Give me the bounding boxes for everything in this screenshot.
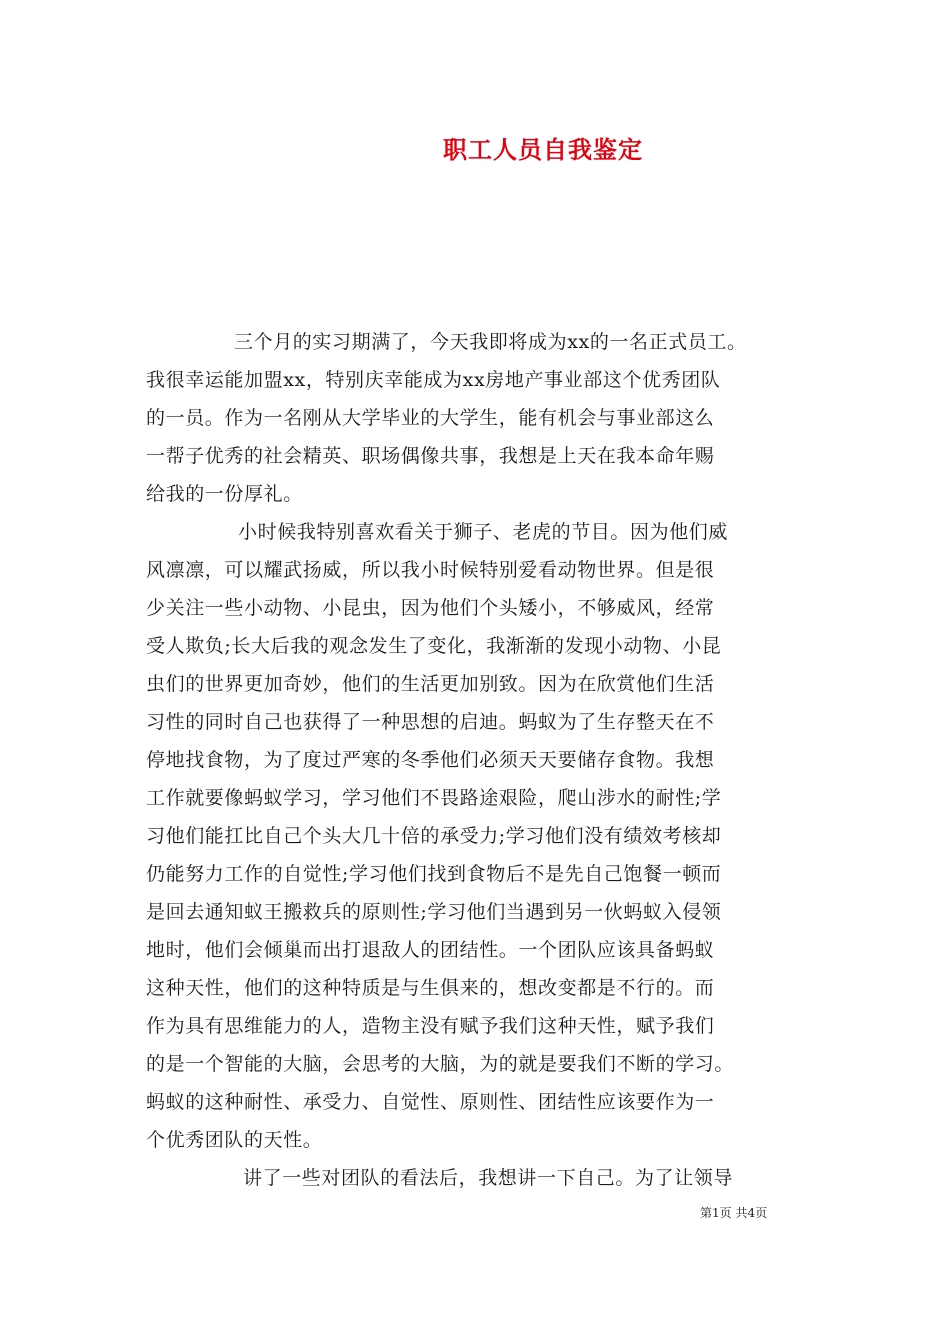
paragraph-2-line-6: 习性的同时自己也获得了一种思想的启迪。蚂蚁为了生存整天在不: [146, 711, 715, 733]
paragraph-2-line-10: 仍能努力工作的自觉性;学习他们找到食物后不是先自己饱餐一顿而: [146, 863, 722, 885]
paragraph-1-line-2: 我很幸运能加盟xx，特别庆幸能成为xx房地产事业部这个优秀团队: [146, 369, 721, 391]
paragraph-2-line-3: 少关注一些小动物、小昆虫，因为他们个头矮小，不够威风，经常: [146, 597, 715, 619]
paragraph-1-line-1: 三个月的实习期满了，今天我即将成为xx的一名正式员工。: [234, 331, 747, 353]
paragraph-2-line-12: 地时，他们会倾巢而出打退敌人的团结性。一个团队应该具备蚂蚁: [146, 939, 715, 961]
paragraph-2-line-9: 习他们能扛比自己个头大几十倍的承受力;学习他们没有绩效考核却: [146, 825, 722, 847]
paragraph-3-line-1: 讲了一些对团队的看法后，我想讲一下自己。为了让领导: [243, 1167, 734, 1189]
paragraph-1-line-3: 的一员。作为一名刚从大学毕业的大学生，能有机会与事业部这么: [146, 407, 715, 429]
paragraph-2-line-4: 受人欺负;长大后我的观念发生了变化，我渐渐的发现小动物、小昆: [146, 635, 722, 657]
paragraph-2-line-7: 停地找食物，为了度过严寒的冬季他们必须天天要储存食物。我想: [146, 749, 715, 771]
page-number-footer: 第1页 共4页: [700, 1206, 768, 1220]
paragraph-2-line-13: 这种天性，他们的这种特质是与生俱来的，想改变都是不行的。而: [146, 977, 715, 999]
paragraph-2-line-17: 个优秀团队的天性。: [146, 1129, 323, 1151]
paragraph-2-line-11: 是回去通知蚁王搬救兵的原则性;学习他们当遇到另一伙蚂蚁入侵领: [146, 901, 722, 923]
paragraph-2-line-5: 虫们的世界更加奇妙，他们的生活更加别致。因为在欣赏他们生活: [146, 673, 715, 695]
paragraph-2-line-15: 的是一个智能的大脑，会思考的大脑，为的就是要我们不断的学习。: [146, 1053, 735, 1075]
document-body: [146, 323, 826, 1197]
paragraph-1-line-4: 一帮子优秀的社会精英、职场偶像共事，我想是上天在我本命年赐: [146, 445, 715, 467]
paragraph-2-line-1: 小时候我特别喜欢看关于狮子、老虎的节目。因为他们威: [238, 521, 729, 543]
paragraph-1-line-5: 给我的一份厚礼。: [146, 483, 303, 505]
document-title: 职工人员自我鉴定: [443, 135, 643, 164]
paragraph-2-line-2: 风凛凛，可以耀武扬威，所以我小时候特别爱看动物世界。但是很: [146, 559, 715, 581]
paragraph-2-line-14: 作为具有思维能力的人，造物主没有赋予我们这种天性，赋予我们: [146, 1015, 715, 1037]
paragraph-2-line-16: 蚂蚁的这种耐性、承受力、自觉性、原则性、团结性应该要作为一: [146, 1091, 715, 1113]
paragraph-2-line-8: 工作就要像蚂蚁学习，学习他们不畏路途艰险，爬山涉水的耐性;学: [146, 787, 722, 809]
